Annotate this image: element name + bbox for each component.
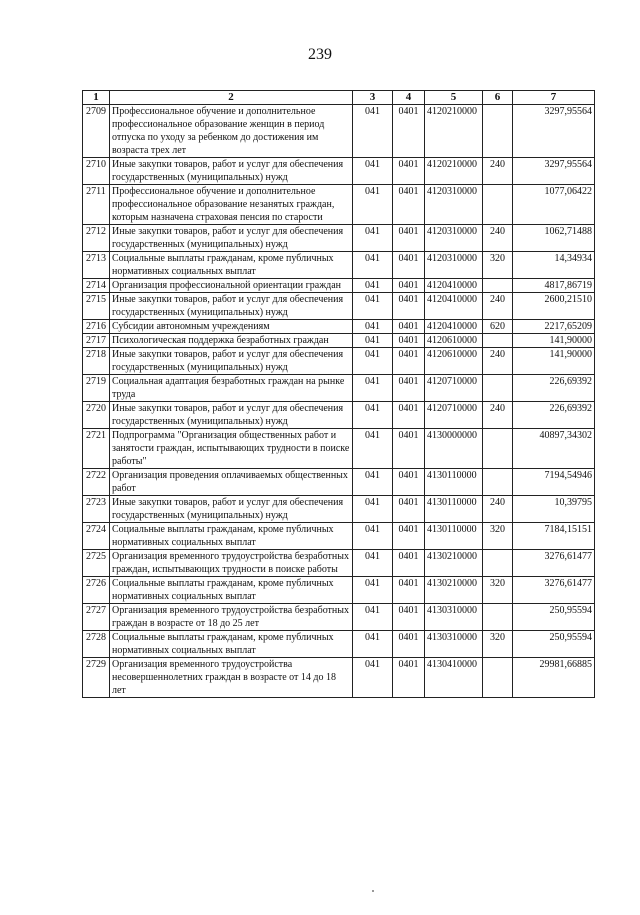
item-name-cell: Организация временного трудоустройства несовершеннолетних граждан в возрасте от 14 до 18 лет	[110, 658, 353, 698]
header-cell: 6	[483, 91, 513, 105]
target-item-code-cell: 4120310000	[425, 185, 483, 225]
row-number-cell: 2722	[83, 469, 110, 496]
row-number-cell: 2723	[83, 496, 110, 523]
amount-cell: 3276,61477	[513, 550, 595, 577]
item-name-cell: Социальные выплаты гражданам, кроме публичных нормативных социальных выплат	[110, 577, 353, 604]
item-name-cell: Иные закупки товаров, работ и услуг для обеспечения государственных (муниципальных) нужд	[110, 225, 353, 252]
row-number-cell: 2711	[83, 185, 110, 225]
section-code-cell: 0401	[393, 550, 425, 577]
amount-cell: 1062,71488	[513, 225, 595, 252]
header-cell: 4	[393, 91, 425, 105]
target-item-code-cell: 4120710000	[425, 375, 483, 402]
target-item-code-cell: 4130110000	[425, 523, 483, 550]
table-row	[83, 334, 595, 348]
target-item-code-cell: 4130310000	[425, 631, 483, 658]
amount-cell: 10,39795	[513, 496, 595, 523]
amount-cell: 29981,66885	[513, 658, 595, 698]
department-code-cell: 041	[353, 105, 393, 158]
target-item-code-cell: 4130310000	[425, 604, 483, 631]
target-item-code-cell: 4130210000	[425, 550, 483, 577]
item-name-cell: Профессиональное обучение и дополнительное профессиональное образование женщин в период отпуска по уходу за ребенком до достижения им возраста трех лет	[110, 105, 353, 158]
amount-cell: 141,90000	[513, 348, 595, 375]
table-row	[83, 577, 595, 604]
amount-cell: 7194,54946	[513, 469, 595, 496]
table-row	[83, 279, 595, 293]
item-name-cell: Организация профессиональной ориентации граждан	[110, 279, 353, 293]
section-code-cell: 0401	[393, 523, 425, 550]
section-code-cell: 0401	[393, 469, 425, 496]
department-code-cell: 041	[353, 334, 393, 348]
amount-cell: 3276,61477	[513, 577, 595, 604]
row-number-cell: 2713	[83, 252, 110, 279]
department-code-cell: 041	[353, 577, 393, 604]
department-code-cell: 041	[353, 429, 393, 469]
section-code-cell: 0401	[393, 158, 425, 185]
item-name-cell: Субсидии автономным учреждениям	[110, 320, 353, 334]
expense-type-cell	[483, 105, 513, 158]
item-name-cell: Иные закупки товаров, работ и услуг для обеспечения государственных (муниципальных) нужд	[110, 158, 353, 185]
target-item-code-cell: 4120410000	[425, 279, 483, 293]
page-number: 239	[308, 46, 332, 63]
amount-cell: 2600,21510	[513, 293, 595, 320]
amount-cell: 7184,15151	[513, 523, 595, 550]
department-code-cell: 041	[353, 185, 393, 225]
amount-cell: 250,95594	[513, 631, 595, 658]
table-row	[83, 631, 595, 658]
expense-type-cell: 240	[483, 496, 513, 523]
amount-cell: 141,90000	[513, 334, 595, 348]
expense-type-cell	[483, 469, 513, 496]
section-code-cell: 0401	[393, 348, 425, 375]
department-code-cell: 041	[353, 252, 393, 279]
table-row	[83, 105, 595, 158]
section-code-cell: 0401	[393, 375, 425, 402]
expense-type-cell	[483, 279, 513, 293]
department-code-cell: 041	[353, 402, 393, 429]
target-item-code-cell: 4120210000	[425, 105, 483, 158]
header-cell: 1	[83, 91, 110, 105]
table-row	[83, 469, 595, 496]
table-row	[83, 658, 595, 698]
table-row	[83, 225, 595, 252]
row-number-cell: 2714	[83, 279, 110, 293]
target-item-code-cell: 4120310000	[425, 225, 483, 252]
row-number-cell: 2718	[83, 348, 110, 375]
row-number-cell: 2712	[83, 225, 110, 252]
department-code-cell: 041	[353, 279, 393, 293]
table-row	[83, 550, 595, 577]
header-cell: 7	[513, 91, 595, 105]
section-code-cell: 0401	[393, 293, 425, 320]
table-row	[83, 293, 595, 320]
table-row	[83, 185, 595, 225]
section-code-cell: 0401	[393, 604, 425, 631]
department-code-cell: 041	[353, 496, 393, 523]
section-code-cell: 0401	[393, 105, 425, 158]
row-number-cell: 2719	[83, 375, 110, 402]
expense-type-cell: 320	[483, 631, 513, 658]
target-item-code-cell: 4120610000	[425, 348, 483, 375]
header-cell: 3	[353, 91, 393, 105]
target-item-code-cell: 4130410000	[425, 658, 483, 698]
target-item-code-cell: 4130110000	[425, 469, 483, 496]
target-item-code-cell: 4120310000	[425, 252, 483, 279]
row-number-cell: 2721	[83, 429, 110, 469]
amount-cell: 226,69392	[513, 375, 595, 402]
target-item-code-cell: 4130110000	[425, 496, 483, 523]
section-code-cell: 0401	[393, 402, 425, 429]
amount-cell: 250,95594	[513, 604, 595, 631]
row-number-cell: 2710	[83, 158, 110, 185]
header-cell: 2	[110, 91, 353, 105]
expense-type-cell	[483, 185, 513, 225]
amount-cell: 2217,65209	[513, 320, 595, 334]
item-name-cell: Организация проведения оплачиваемых общественных работ	[110, 469, 353, 496]
item-name-cell: Профессиональное обучение и дополнительное профессиональное образование незанятых граждан, которым назначена страховая пенсия по старости	[110, 185, 353, 225]
row-number-cell: 2717	[83, 334, 110, 348]
expense-type-cell	[483, 658, 513, 698]
expense-type-cell: 240	[483, 402, 513, 429]
section-code-cell: 0401	[393, 429, 425, 469]
amount-cell: 3297,95564	[513, 105, 595, 158]
expense-type-cell: 240	[483, 158, 513, 185]
section-code-cell: 0401	[393, 320, 425, 334]
amount-cell: 3297,95564	[513, 158, 595, 185]
item-name-cell: Психологическая поддержка безработных граждан	[110, 334, 353, 348]
department-code-cell: 041	[353, 320, 393, 334]
table-row	[83, 523, 595, 550]
item-name-cell: Иные закупки товаров, работ и услуг для обеспечения государственных (муниципальных) нужд	[110, 293, 353, 320]
department-code-cell: 041	[353, 631, 393, 658]
section-code-cell: 0401	[393, 577, 425, 604]
item-name-cell: Иные закупки товаров, работ и услуг для обеспечения государственных (муниципальных) нужд	[110, 496, 353, 523]
section-code-cell: 0401	[393, 252, 425, 279]
row-number-cell: 2716	[83, 320, 110, 334]
table-row	[83, 604, 595, 631]
budget-table	[82, 90, 595, 698]
item-name-cell: Иные закупки товаров, работ и услуг для обеспечения государственных (муниципальных) нужд	[110, 348, 353, 375]
expense-type-cell	[483, 334, 513, 348]
header-row	[83, 91, 595, 105]
table-row	[83, 402, 595, 429]
item-name-cell: Социальные выплаты гражданам, кроме публичных нормативных социальных выплат	[110, 523, 353, 550]
target-item-code-cell: 4120410000	[425, 293, 483, 320]
expense-type-cell	[483, 604, 513, 631]
section-code-cell: 0401	[393, 496, 425, 523]
scan-speck	[372, 890, 374, 892]
row-number-cell: 2725	[83, 550, 110, 577]
expense-type-cell: 320	[483, 577, 513, 604]
item-name-cell: Подпрограмма "Организация общественных работ и занятости граждан, испытывающих трудности в поиске работы"	[110, 429, 353, 469]
section-code-cell: 0401	[393, 334, 425, 348]
department-code-cell: 041	[353, 604, 393, 631]
table-row	[83, 348, 595, 375]
row-number-cell: 2715	[83, 293, 110, 320]
table-row	[83, 252, 595, 279]
section-code-cell: 0401	[393, 631, 425, 658]
department-code-cell: 041	[353, 293, 393, 320]
section-code-cell: 0401	[393, 658, 425, 698]
expense-type-cell: 320	[483, 523, 513, 550]
department-code-cell: 041	[353, 469, 393, 496]
item-name-cell: Организация временного трудоустройства безработных граждан в возрасте от 18 до 25 лет	[110, 604, 353, 631]
amount-cell: 40897,34302	[513, 429, 595, 469]
department-code-cell: 041	[353, 158, 393, 185]
department-code-cell: 041	[353, 375, 393, 402]
item-name-cell: Иные закупки товаров, работ и услуг для обеспечения государственных (муниципальных) нужд	[110, 402, 353, 429]
section-code-cell: 0401	[393, 225, 425, 252]
expense-type-cell	[483, 550, 513, 577]
amount-cell: 226,69392	[513, 402, 595, 429]
table-row	[83, 158, 595, 185]
expense-type-cell: 240	[483, 225, 513, 252]
row-number-cell: 2724	[83, 523, 110, 550]
table-row	[83, 375, 595, 402]
item-name-cell: Социальные выплаты гражданам, кроме публичных нормативных социальных выплат	[110, 252, 353, 279]
table-row	[83, 496, 595, 523]
target-item-code-cell: 4130210000	[425, 577, 483, 604]
department-code-cell: 041	[353, 550, 393, 577]
department-code-cell: 041	[353, 348, 393, 375]
target-item-code-cell: 4120210000	[425, 158, 483, 185]
item-name-cell: Организация временного трудоустройства безработных граждан, испытывающих трудности в поиске работы	[110, 550, 353, 577]
row-number-cell: 2709	[83, 105, 110, 158]
row-number-cell: 2726	[83, 577, 110, 604]
table-row	[83, 320, 595, 334]
section-code-cell: 0401	[393, 185, 425, 225]
expense-type-cell	[483, 429, 513, 469]
item-name-cell: Социальные выплаты гражданам, кроме публичных нормативных социальных выплат	[110, 631, 353, 658]
row-number-cell: 2729	[83, 658, 110, 698]
expense-type-cell: 320	[483, 252, 513, 279]
expense-type-cell: 240	[483, 348, 513, 375]
target-item-code-cell: 4120410000	[425, 320, 483, 334]
expense-type-cell: 240	[483, 293, 513, 320]
section-code-cell: 0401	[393, 279, 425, 293]
department-code-cell: 041	[353, 523, 393, 550]
item-name-cell: Социальная адаптация безработных граждан на рынке труда	[110, 375, 353, 402]
amount-cell: 1077,06422	[513, 185, 595, 225]
table-row	[83, 429, 595, 469]
target-item-code-cell: 4130000000	[425, 429, 483, 469]
department-code-cell: 041	[353, 225, 393, 252]
row-number-cell: 2728	[83, 631, 110, 658]
amount-cell: 4817,86719	[513, 279, 595, 293]
amount-cell: 14,34934	[513, 252, 595, 279]
expense-type-cell: 620	[483, 320, 513, 334]
department-code-cell: 041	[353, 658, 393, 698]
expense-type-cell	[483, 375, 513, 402]
row-number-cell: 2727	[83, 604, 110, 631]
target-item-code-cell: 4120610000	[425, 334, 483, 348]
header-cell: 5	[425, 91, 483, 105]
row-number-cell: 2720	[83, 402, 110, 429]
target-item-code-cell: 4120710000	[425, 402, 483, 429]
